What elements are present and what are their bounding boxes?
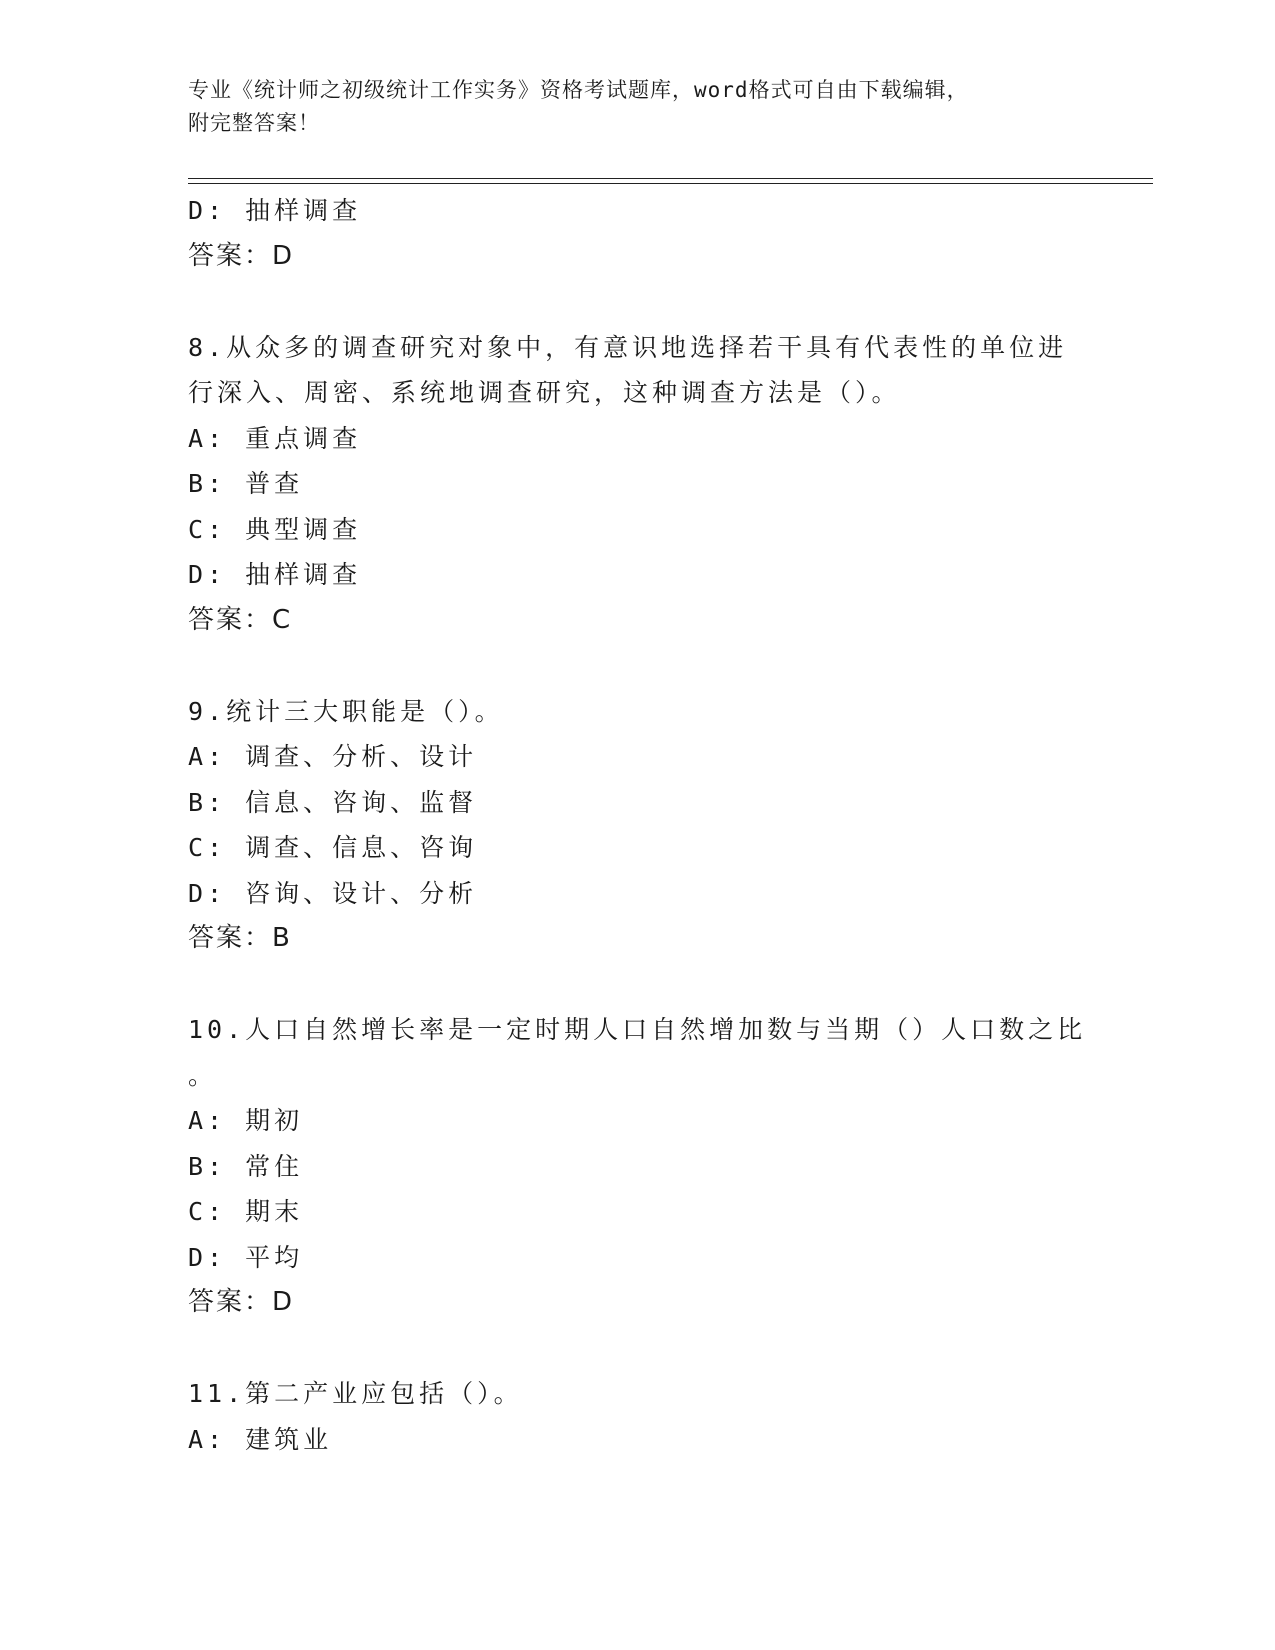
option-a: A: 调查、分析、设计 xyxy=(188,742,478,771)
option-b: B: 信息、咨询、监督 xyxy=(188,787,478,817)
spacer xyxy=(188,643,1088,689)
document-header xyxy=(188,74,1088,140)
question-11 xyxy=(188,1371,1088,1462)
answer-line: 答案：D xyxy=(188,1287,295,1317)
option-b: B: 常住 xyxy=(188,1151,304,1181)
answer-line: 答案：D xyxy=(188,240,295,271)
answer-line: 答案：B xyxy=(188,923,292,953)
question-stem-continued: 行深入、周密、系统地调查研究，这种调查方法是（）。 xyxy=(188,378,901,407)
spacer xyxy=(188,1326,1088,1372)
option-d: D: 咨询、设计、分析 xyxy=(188,878,478,908)
question-stem: 8.从众多的调查研究对象中，有意识地选择若干具有代表性的单位进 xyxy=(188,332,1068,362)
option-a: A: 期初 xyxy=(188,1106,304,1135)
question-stem-continued: 。 xyxy=(188,1060,218,1090)
option-c: C: 期末 xyxy=(188,1197,304,1226)
header-line-2: 附完整答案！ xyxy=(188,111,320,135)
option-c: C: 典型调查 xyxy=(188,514,362,544)
previous-question-tail xyxy=(188,188,1088,279)
option-c: C: 调查、信息、咨询 xyxy=(188,833,478,862)
option-a: A: 重点调查 xyxy=(188,423,362,453)
question-stem: 10.人口自然增长率是一定时期人口自然增加数与当期（）人口数之比 xyxy=(188,1015,1087,1044)
header-line-1: 专业《统计师之初级统计工作实务》资格考试题库，word格式可自由下载编辑， xyxy=(188,78,969,102)
option-d: D: 抽样调查 xyxy=(188,196,362,225)
spacer xyxy=(188,279,1088,325)
question-content xyxy=(188,188,1088,1462)
question-10 xyxy=(188,1007,1088,1326)
answer-line: 答案：C xyxy=(188,604,293,635)
header-rule-top xyxy=(188,178,1153,179)
question-stem: 11.第二产业应包括（）。 xyxy=(188,1379,523,1408)
option-d: D: 平均 xyxy=(188,1242,304,1272)
spacer xyxy=(188,962,1088,1008)
question-8 xyxy=(188,325,1088,644)
question-stem: 9.统计三大职能是（）。 xyxy=(188,696,504,726)
option-d: D: 抽样调查 xyxy=(188,560,362,589)
question-9 xyxy=(188,689,1088,962)
header-rule-bottom xyxy=(188,183,1153,184)
option-b: B: 普查 xyxy=(188,469,304,498)
option-a: A: 建筑业 xyxy=(188,1424,333,1454)
